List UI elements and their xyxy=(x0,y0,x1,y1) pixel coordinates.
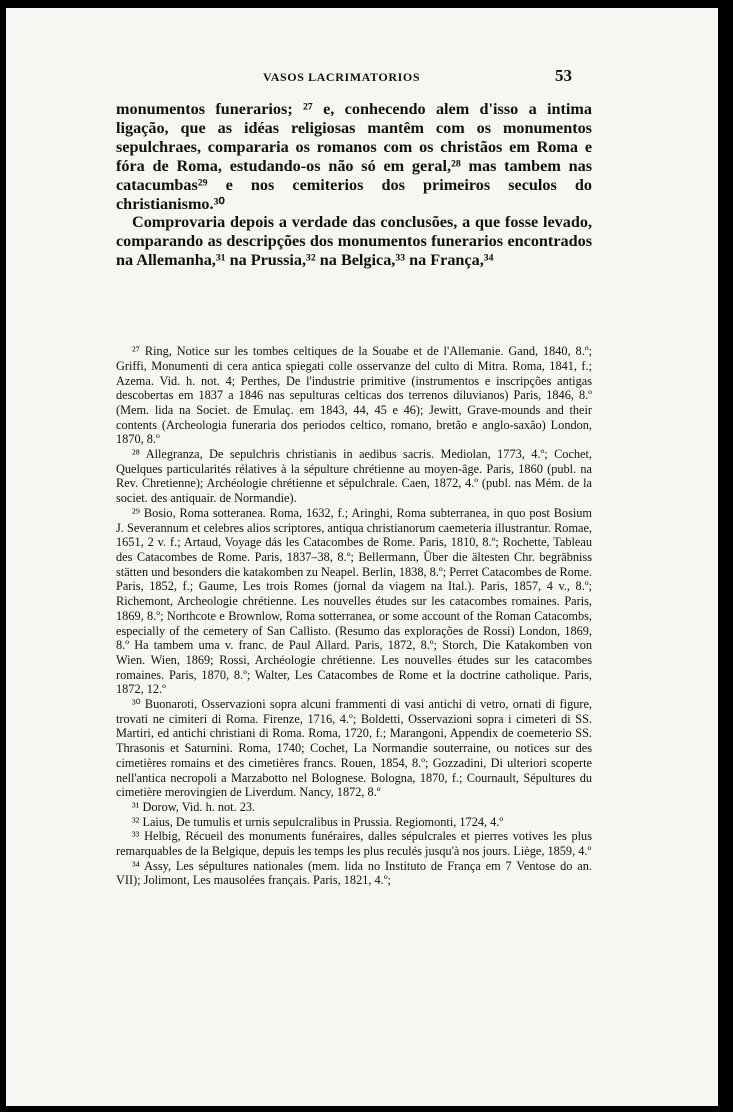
footnotes xyxy=(116,344,592,888)
book-page xyxy=(6,8,718,1106)
footnote-33: ³³ Helbig, Récueil des monuments funéraires, dalles sépulcrales et pierres votives les plus remarquables de la Belgique, depuis les temps les plus reculés jusqu'à nos jours. Liège, 1859, 4.º xyxy=(116,829,592,859)
text-footnote-gap xyxy=(116,270,592,344)
footnote-32: ³² Laius, De tumulis et urnis sepulcralibus in Prussia. Regiomonti, 1724, 4.º xyxy=(132,814,504,829)
footnote-28: ²⁸ Allegranza, De sepulchris christianis in aedibus sacris. Mediolan, 1773, 4.º; Cochet, Quelques particularités rélatives à la sépulture chrétienne au moyen-âge. Paris, 1860 (publ. na Rev. Chretienne); Archéologie chrétienne et sépulchrale. Caen, 1872, 4.º (publ. nas Mém. de la societ. des antiquair. de Normandie). xyxy=(116,447,592,506)
page-content xyxy=(116,100,592,888)
page-header xyxy=(6,68,718,88)
footnote-27: ²⁷ Ring, Notice sur les tombes celtiques de la Souabe et de l'Allemanie. Gand, 1840, 8.º; Griffi, Monumenti di cera antica spiegati colle osservanze del culto di Mitra. Roma, 1841, f.; Azema. Vid. h. not. 4; Perthes, De l'industrie primitive (instrumentos e inscripções antigas descobertas em 1837 a 1846 nas sepulturas celticas dos terrenos diluvianos) Paris, 1846, 8.º (Mem. lida na Societ. de Emulaç. em 1843, 44, 45 e 46); Jewitt, Grave-mounds and their contents (Archeologia funeraria dos periodos celtico, romano, bretão e anglo-saxão) London, 1870, 8.º xyxy=(116,344,592,447)
paragraph: Comprovaria depois a verdade das conclusões, a que fosse levado, comparando as descripções dos monumentos funerarios encontrados na Allemanha,³¹ na Prussia,³² na Belgica,³³ na França,³⁴ xyxy=(116,213,592,270)
running-title: VASOS LACRIMATORIOS xyxy=(263,70,421,84)
body-text xyxy=(116,100,592,270)
footnote-34: ³⁴ Assy, Les sépultures nationales (mem. lida no Instituto de França em 7 Ventose do an. VII); Jolimont, Les mausolées français. Paris, 1821, 4.º; xyxy=(116,858,592,888)
footnote-30: ³⁰ Buonaroti, Osservazioni sopra alcuni frammenti di vasi antichi di vetro, ornati di figure, trovati ne cimiteri di Roma. Firenze, 1716, 4.º; Boldetti, Osservazioni sopra i cimeteri di SS. Martiri, ed antichi christiani di Roma. Roma, 1720, f.; Marangoni, Appendix de coemeterio SS. Thrasonis et Saturnini. Roma, 1740; Cochet, La Normandie souterraine, ou notices sur des cimetières romains et des cimetières francs. Rouen, 1854, 8.º; Gozzadini, Di ulteriori scoperte nell'antica necropoli a Marzabotto nel Bolognese. Bologna, 1870, f.; Cournault, Sépultures du cimetière merovingien de Liverdum. Nancy, 1872, 8.º xyxy=(116,697,592,800)
footnote-29: ²⁹ Bosio, Roma sotteranea. Roma, 1632, f.; Aringhi, Roma subterranea, in quo post Bosium J. Severannum et celebres alios scriptores, antiqua christianorum caemeteria illustrantur. Romae, 1651, 2 v. f.; Artaud, Voyage dás les Catacombes de Rome. Paris, 1810, 8.º; Rochette, Tableau des Catacombes de Rome. Paris, 1837–38, 8.º; Bellermann, Über die ältesten Chr. begräbniss stätten und besonders die katakomben zu Neapel. Berlin, 1838, 8.º; Perret Catacombes de Rome. Paris, 1852, f.; Gaume, Les trois Romes (jornal da viagem na Ital.). Paris, 1857, 4 v., 8.º; Richemont, Archeologie chrétienne. Les nouvelles études sur les catacombes romaines. Paris, 1869, 8.º; Northcote e Brownlow, Roma sotterranea, or some account of the Roman Catacombs, especially of the cemetery of San Callisto. (Resumo das explorações de Rossi) London, 1869, 8.º Ha tambem uma v. franc. de Paul Allard. Paris, 1872, 8.º; Storch, Die Katakomben von Wien. Wien, 1869; Rossi, Archéologie chrétienne. Les nouvelles études sur les catacombes romaines. Paris, 1870, 8.º; Walter, Les Catacombes de Rome et la doctrine catholique. Paris, 1872, 12.º xyxy=(116,505,592,697)
page-number: 53 xyxy=(555,66,572,85)
footnote-31: ³¹ Dorow, Vid. h. not. 23. xyxy=(132,799,256,814)
paragraph: monumentos funerarios; ²⁷ e, conhecendo alem d'isso a intima ligação, que as idéas religiosas mantêm com os monumentos sepulchraes, compararia os romanos com os christãos em Roma e fóra de Roma, estudando-os não só em geral,²⁸ mas tambem nas catacumbas²⁹ e nos cemiterios dos primeiros seculos do christianismo.³⁰ xyxy=(116,100,592,213)
